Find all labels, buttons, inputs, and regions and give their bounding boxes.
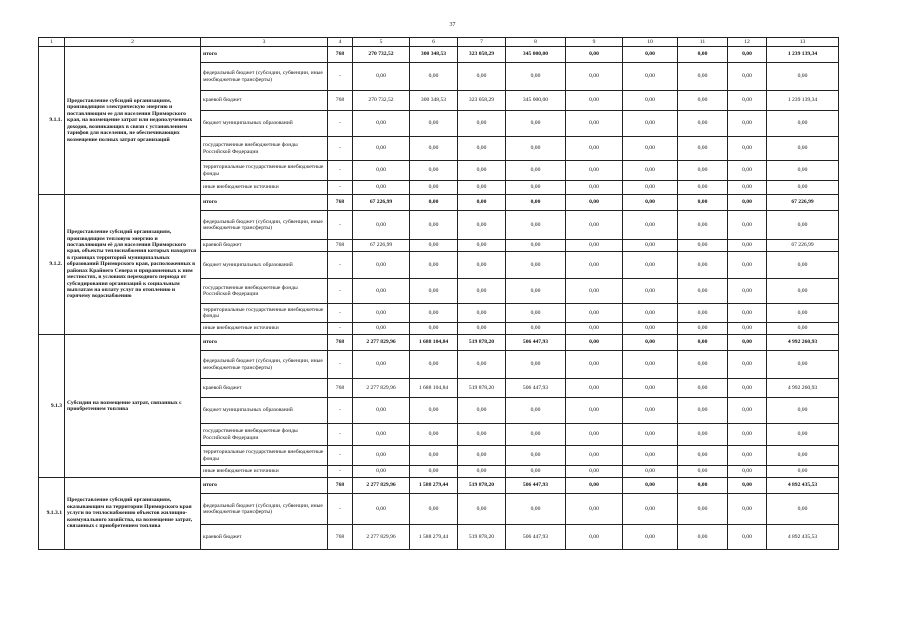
year-amount: 1 588 279,44: [410, 525, 458, 550]
year-amount: 0,00: [623, 240, 678, 252]
column-header: 7: [458, 38, 506, 47]
year-amount: 0,00: [566, 351, 623, 379]
table-row: [39, 47, 839, 63]
year-amount: 67 226,99: [353, 195, 410, 211]
measure-name: Предоставление субсидий организациям, оказывающим на территории Приморского края услуги по теплоснабжению объектов жилищно-коммунального хозяйства, на возмещение затрат, связанных с приобретением топлива: [65, 478, 201, 550]
grbs-code: 768: [328, 240, 353, 252]
year-amount: 0,00: [410, 211, 458, 240]
year-amount: 506 447,93: [506, 478, 566, 494]
funding-source: итого: [201, 47, 328, 63]
year-amount: 0,00: [410, 279, 458, 304]
year-amount: 0,00: [566, 137, 623, 161]
year-amount: 0,00: [728, 161, 767, 181]
year-amount: 0,00: [566, 379, 623, 398]
year-amount: 0,00: [353, 137, 410, 161]
year-amount: 519 878,20: [458, 478, 506, 494]
funding-source: итого: [201, 335, 328, 351]
year-amount: 67 226,99: [353, 240, 410, 252]
year-amount: 0,00: [728, 279, 767, 304]
funding-source: краевой бюджет: [201, 240, 328, 252]
year-amount: 270 732,52: [353, 47, 410, 63]
table-row: [39, 335, 839, 351]
measure-name: Предоставление субсидий организациям, производящим электрическую энергию и поставляющим ее для населения Приморского края, на возмещение затрат или недополученных доходов, возникающих в связи с установлением тарифов для населения, не обеспечивающих возмещение полных затрат организаций: [65, 47, 201, 195]
year-amount: 0,00: [728, 240, 767, 252]
year-amount: 506 447,93: [506, 379, 566, 398]
year-amount: 0,00: [623, 379, 678, 398]
funding-source: территориальные государственные внебюджетные фонды: [201, 446, 328, 466]
year-amount: 0,00: [410, 323, 458, 335]
funding-source: итого: [201, 478, 328, 494]
year-amount: 0,00: [623, 466, 678, 478]
year-amount: 0,00: [678, 63, 728, 91]
year-amount: 0,00: [458, 424, 506, 446]
year-amount: 0,00: [623, 279, 678, 304]
year-amount: 0,00: [566, 91, 623, 111]
year-amount: 0,00: [623, 195, 678, 211]
year-amount: 0,00: [566, 323, 623, 335]
year-amount: 0,00: [566, 211, 623, 240]
year-amount: 0,00: [728, 351, 767, 379]
funding-source: краевой бюджет: [201, 91, 328, 111]
measure-code: 9.1.1.: [39, 47, 65, 195]
measure-name: Предоставление субсидий организациям, производящим тепловую энергию и поставляющим её для населения Приморского края, объекты теплоснабжения которых находятся в границах территорий муниципальных образований Приморского края, расположенных в районах Крайнего Севера и приравненных к ним местностях, в условиях переходного периода от субсидирования организаций к социальным выплатам на оплату услуг по отоплению и горячему водоснабжению: [65, 195, 201, 335]
year-amount: 0,00: [678, 424, 728, 446]
column-header: 8: [506, 38, 566, 47]
year-amount: 0,00: [458, 323, 506, 335]
year-amount: 1 688 104,84: [410, 335, 458, 351]
year-amount: 0,00: [458, 211, 506, 240]
year-amount: 300 348,53: [410, 91, 458, 111]
funding-source: иные внебюджетные источники: [201, 181, 328, 195]
total-amount: 0,00: [767, 446, 839, 466]
year-amount: 0,00: [623, 91, 678, 111]
year-amount: 0,00: [506, 279, 566, 304]
year-amount: 0,00: [410, 446, 458, 466]
column-header: 12: [728, 38, 767, 47]
year-amount: 0,00: [458, 240, 506, 252]
year-amount: 0,00: [353, 161, 410, 181]
year-amount: 0,00: [506, 181, 566, 195]
year-amount: 0,00: [566, 181, 623, 195]
year-amount: 0,00: [353, 279, 410, 304]
measure-code: 9.1.2.: [39, 195, 65, 335]
grbs-code: -: [328, 111, 353, 137]
total-amount: 0,00: [767, 211, 839, 240]
year-amount: 0,00: [458, 111, 506, 137]
year-amount: 0,00: [678, 525, 728, 550]
year-amount: 0,00: [410, 398, 458, 424]
year-amount: 0,00: [728, 494, 767, 525]
year-amount: 0,00: [506, 304, 566, 323]
year-amount: 0,00: [353, 111, 410, 137]
grbs-code: 768: [328, 478, 353, 494]
year-amount: 0,00: [623, 304, 678, 323]
year-amount: 0,00: [506, 252, 566, 279]
measure-code: 9.1.3: [39, 335, 65, 478]
year-amount: 0,00: [353, 494, 410, 525]
grbs-code: 768: [328, 195, 353, 211]
grbs-code: -: [328, 181, 353, 195]
year-amount: 0,00: [458, 446, 506, 466]
total-amount: 0,00: [767, 466, 839, 478]
measure-code: 9.1.3.1: [39, 478, 65, 550]
funding-source: территориальные государственные внебюджетные фонды: [201, 304, 328, 323]
total-amount: 4 892 435,53: [767, 525, 839, 550]
year-amount: 0,00: [458, 304, 506, 323]
budget-table: [38, 37, 839, 550]
total-amount: 0,00: [767, 304, 839, 323]
year-amount: 0,00: [728, 323, 767, 335]
year-amount: 0,00: [728, 478, 767, 494]
column-header: 3: [201, 38, 328, 47]
year-amount: 0,00: [566, 63, 623, 91]
year-amount: 519 878,20: [458, 379, 506, 398]
year-amount: 0,00: [623, 323, 678, 335]
funding-source: государственные внебюджетные фонды Российской Федерации: [201, 424, 328, 446]
grbs-code: 768: [328, 525, 353, 550]
year-amount: 0,00: [566, 304, 623, 323]
funding-source: бюджет муниципальных образований: [201, 398, 328, 424]
year-amount: 0,00: [410, 252, 458, 279]
year-amount: 0,00: [623, 446, 678, 466]
year-amount: 0,00: [410, 466, 458, 478]
year-amount: 0,00: [458, 181, 506, 195]
year-amount: 0,00: [728, 181, 767, 195]
column-header: 13: [767, 38, 839, 47]
funding-source: бюджет муниципальных образований: [201, 252, 328, 279]
year-amount: 0,00: [566, 47, 623, 63]
total-amount: 0,00: [767, 181, 839, 195]
funding-source: краевой бюджет: [201, 379, 328, 398]
total-amount: 4 992 260,93: [767, 335, 839, 351]
year-amount: 0,00: [623, 111, 678, 137]
grbs-code: 768: [328, 335, 353, 351]
table-row: [39, 195, 839, 211]
year-amount: 0,00: [353, 398, 410, 424]
year-amount: 0,00: [506, 195, 566, 211]
year-amount: 0,00: [410, 351, 458, 379]
year-amount: 0,00: [623, 63, 678, 91]
grbs-code: -: [328, 351, 353, 379]
year-amount: 1 588 279,44: [410, 478, 458, 494]
year-amount: 0,00: [458, 161, 506, 181]
column-header: 2: [65, 38, 201, 47]
year-amount: 0,00: [678, 304, 728, 323]
year-amount: 0,00: [458, 466, 506, 478]
year-amount: 0,00: [678, 195, 728, 211]
year-amount: 0,00: [623, 47, 678, 63]
funding-source: государственные внебюджетные фонды Российской Федерации: [201, 137, 328, 161]
year-amount: 0,00: [728, 335, 767, 351]
year-amount: 0,00: [458, 279, 506, 304]
year-amount: 0,00: [506, 211, 566, 240]
year-amount: 0,00: [410, 137, 458, 161]
year-amount: 2 277 829,96: [353, 478, 410, 494]
year-amount: 0,00: [623, 494, 678, 525]
funding-source: иные внебюджетные источники: [201, 323, 328, 335]
year-amount: 0,00: [678, 478, 728, 494]
year-amount: 0,00: [506, 351, 566, 379]
year-amount: 0,00: [623, 424, 678, 446]
page-number: 37: [449, 22, 456, 28]
year-amount: 0,00: [678, 323, 728, 335]
funding-source: итого: [201, 195, 328, 211]
grbs-code: -: [328, 304, 353, 323]
total-amount: 0,00: [767, 279, 839, 304]
grbs-code: -: [328, 252, 353, 279]
year-amount: 0,00: [728, 63, 767, 91]
year-amount: 0,00: [678, 161, 728, 181]
year-amount: 0,00: [728, 398, 767, 424]
year-amount: 519 878,20: [458, 525, 506, 550]
year-amount: 0,00: [506, 137, 566, 161]
year-amount: 0,00: [728, 195, 767, 211]
year-amount: 519 878,20: [458, 335, 506, 351]
grbs-code: -: [328, 211, 353, 240]
year-amount: 0,00: [506, 63, 566, 91]
year-amount: 0,00: [678, 379, 728, 398]
funding-source: федеральный бюджет (субсидии, субвенции, иные межбюджетные трансферты): [201, 211, 328, 240]
year-amount: 0,00: [728, 304, 767, 323]
year-amount: 345 000,00: [506, 47, 566, 63]
year-amount: 0,00: [506, 323, 566, 335]
year-amount: 0,00: [566, 424, 623, 446]
year-amount: 0,00: [728, 111, 767, 137]
total-amount: 4 992 260,93: [767, 379, 839, 398]
year-amount: 0,00: [678, 466, 728, 478]
year-amount: 0,00: [728, 211, 767, 240]
year-amount: 0,00: [678, 398, 728, 424]
year-amount: 0,00: [678, 494, 728, 525]
year-amount: 0,00: [623, 335, 678, 351]
year-amount: 0,00: [623, 351, 678, 379]
funding-source: федеральный бюджет (субсидии, субвенции, иные межбюджетные трансферты): [201, 494, 328, 525]
total-amount: 0,00: [767, 424, 839, 446]
year-amount: 0,00: [623, 211, 678, 240]
year-amount: 0,00: [678, 351, 728, 379]
grbs-code: -: [328, 466, 353, 478]
funding-source: краевой бюджет: [201, 525, 328, 550]
year-amount: 0,00: [458, 195, 506, 211]
total-amount: 4 892 435,53: [767, 478, 839, 494]
column-header: 6: [410, 38, 458, 47]
grbs-code: -: [328, 398, 353, 424]
year-amount: 0,00: [353, 424, 410, 446]
grbs-code: 768: [328, 91, 353, 111]
year-amount: 0,00: [728, 379, 767, 398]
year-amount: 323 058,29: [458, 47, 506, 63]
column-header: 4: [328, 38, 353, 47]
year-amount: 0,00: [623, 161, 678, 181]
year-amount: 0,00: [410, 63, 458, 91]
year-amount: 0,00: [566, 478, 623, 494]
year-amount: 0,00: [623, 398, 678, 424]
column-header: 11: [678, 38, 728, 47]
year-amount: 0,00: [506, 466, 566, 478]
year-amount: 0,00: [728, 252, 767, 279]
year-amount: 0,00: [678, 47, 728, 63]
year-amount: 0,00: [506, 494, 566, 525]
total-amount: 0,00: [767, 111, 839, 137]
year-amount: 0,00: [728, 424, 767, 446]
year-amount: 2 277 829,96: [353, 379, 410, 398]
year-amount: 0,00: [506, 240, 566, 252]
year-amount: 0,00: [728, 446, 767, 466]
year-amount: 0,00: [566, 335, 623, 351]
grbs-code: -: [328, 137, 353, 161]
year-amount: 0,00: [678, 335, 728, 351]
grbs-code: -: [328, 424, 353, 446]
year-amount: 0,00: [410, 424, 458, 446]
year-amount: 0,00: [506, 161, 566, 181]
year-amount: 345 000,00: [506, 91, 566, 111]
year-amount: 0,00: [728, 91, 767, 111]
year-amount: 0,00: [458, 494, 506, 525]
year-amount: 0,00: [458, 252, 506, 279]
year-amount: 0,00: [623, 478, 678, 494]
year-amount: 0,00: [410, 111, 458, 137]
year-amount: 0,00: [566, 161, 623, 181]
year-amount: 0,00: [566, 494, 623, 525]
grbs-code: -: [328, 446, 353, 466]
funding-source: государственные внебюджетные фонды Российской Федерации: [201, 279, 328, 304]
year-amount: 0,00: [353, 351, 410, 379]
year-amount: 2 277 829,96: [353, 525, 410, 550]
year-amount: 0,00: [566, 252, 623, 279]
year-amount: 0,00: [728, 525, 767, 550]
total-amount: 0,00: [767, 398, 839, 424]
year-amount: 0,00: [353, 63, 410, 91]
column-header: 1: [39, 38, 65, 47]
year-amount: 0,00: [506, 111, 566, 137]
year-amount: 2 277 829,96: [353, 335, 410, 351]
year-amount: 0,00: [566, 398, 623, 424]
year-amount: 0,00: [623, 525, 678, 550]
year-amount: 0,00: [458, 398, 506, 424]
year-amount: 0,00: [728, 466, 767, 478]
total-amount: 67 226,99: [767, 240, 839, 252]
year-amount: 0,00: [623, 137, 678, 161]
year-amount: 0,00: [458, 137, 506, 161]
grbs-code: 768: [328, 47, 353, 63]
measure-name: Субсидии на возмещение затрат, связанных с приобретением топлива: [65, 335, 201, 478]
year-amount: 0,00: [623, 181, 678, 195]
year-amount: 0,00: [728, 47, 767, 63]
table-row: [39, 478, 839, 494]
grbs-code: 768: [328, 379, 353, 398]
year-amount: 0,00: [728, 137, 767, 161]
year-amount: 0,00: [623, 252, 678, 279]
year-amount: 0,00: [353, 323, 410, 335]
year-amount: 0,00: [353, 304, 410, 323]
grbs-code: -: [328, 161, 353, 181]
year-amount: 0,00: [566, 279, 623, 304]
funding-source: федеральный бюджет (субсидии, субвенции, иные межбюджетные трансферты): [201, 351, 328, 379]
funding-source: территориальные государственные внебюджетные фонды: [201, 161, 328, 181]
year-amount: 0,00: [410, 161, 458, 181]
total-amount: 1 239 139,34: [767, 47, 839, 63]
year-amount: 270 732,52: [353, 91, 410, 111]
total-amount: 0,00: [767, 137, 839, 161]
total-amount: 1 239 139,34: [767, 91, 839, 111]
year-amount: 0,00: [506, 398, 566, 424]
year-amount: 0,00: [410, 304, 458, 323]
column-header: 10: [623, 38, 678, 47]
total-amount: 0,00: [767, 494, 839, 525]
year-amount: 0,00: [678, 240, 728, 252]
year-amount: 0,00: [458, 351, 506, 379]
year-amount: 0,00: [353, 466, 410, 478]
total-amount: 0,00: [767, 63, 839, 91]
funding-source: федеральный бюджет (субсидии, субвенции, иные межбюджетные трансферты): [201, 63, 328, 91]
year-amount: 0,00: [353, 252, 410, 279]
year-amount: 0,00: [458, 63, 506, 91]
year-amount: 300 348,53: [410, 47, 458, 63]
year-amount: 0,00: [678, 279, 728, 304]
year-amount: 0,00: [678, 181, 728, 195]
year-amount: 323 058,29: [458, 91, 506, 111]
year-amount: 0,00: [566, 111, 623, 137]
year-amount: 0,00: [353, 446, 410, 466]
total-amount: 0,00: [767, 161, 839, 181]
year-amount: 0,00: [410, 240, 458, 252]
year-amount: 0,00: [410, 494, 458, 525]
year-amount: 0,00: [678, 137, 728, 161]
total-amount: 0,00: [767, 351, 839, 379]
total-amount: 0,00: [767, 252, 839, 279]
year-amount: 506 447,93: [506, 525, 566, 550]
grbs-code: -: [328, 63, 353, 91]
funding-source: иные внебюджетные источники: [201, 466, 328, 478]
year-amount: 0,00: [410, 195, 458, 211]
year-amount: 0,00: [566, 525, 623, 550]
year-amount: 0,00: [678, 111, 728, 137]
header-row: [39, 38, 839, 47]
year-amount: 0,00: [566, 195, 623, 211]
year-amount: 0,00: [353, 181, 410, 195]
funding-source: бюджет муниципальных образований: [201, 111, 328, 137]
year-amount: 0,00: [506, 446, 566, 466]
column-header: 9: [566, 38, 623, 47]
year-amount: 506 447,93: [506, 335, 566, 351]
year-amount: 0,00: [506, 424, 566, 446]
year-amount: 1 688 104,84: [410, 379, 458, 398]
year-amount: 0,00: [678, 91, 728, 111]
year-amount: 0,00: [678, 446, 728, 466]
grbs-code: -: [328, 494, 353, 525]
grbs-code: -: [328, 323, 353, 335]
year-amount: 0,00: [410, 181, 458, 195]
year-amount: 0,00: [566, 466, 623, 478]
column-header: 5: [353, 38, 410, 47]
year-amount: 0,00: [353, 211, 410, 240]
total-amount: 0,00: [767, 323, 839, 335]
grbs-code: -: [328, 279, 353, 304]
total-amount: 67 226,99: [767, 195, 839, 211]
year-amount: 0,00: [678, 252, 728, 279]
year-amount: 0,00: [566, 446, 623, 466]
year-amount: 0,00: [566, 240, 623, 252]
year-amount: 0,00: [678, 211, 728, 240]
